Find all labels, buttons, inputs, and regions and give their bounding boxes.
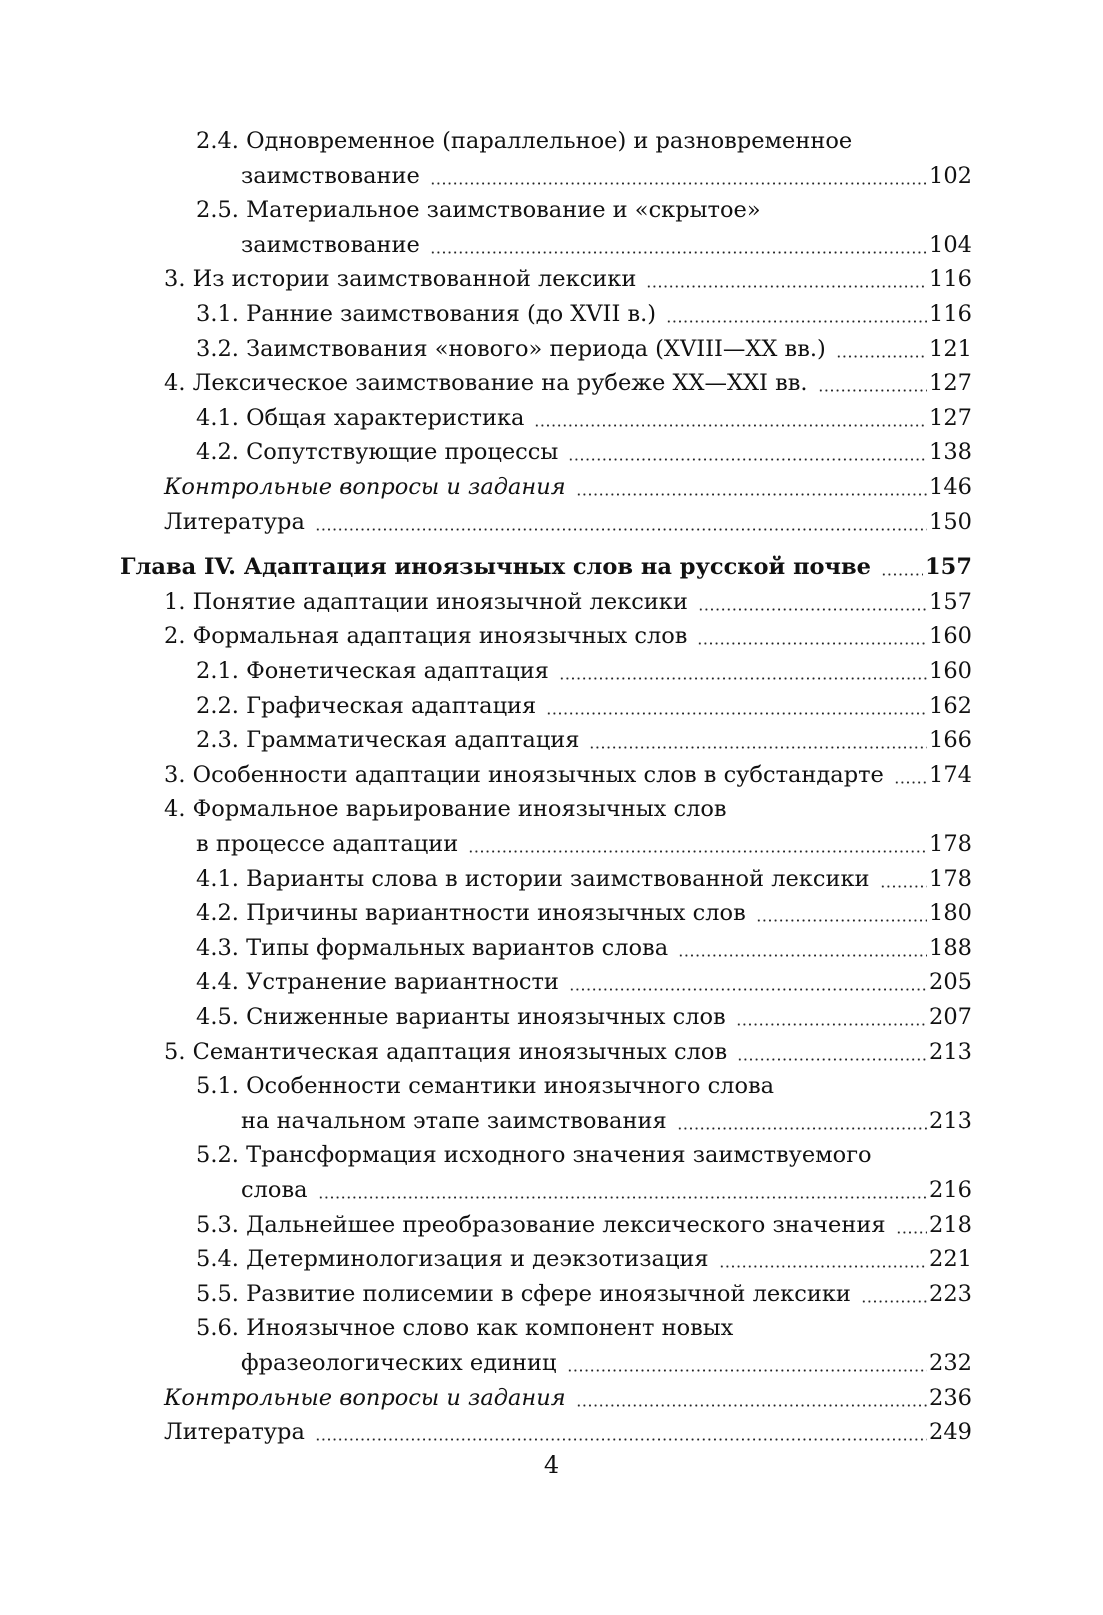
toc-entry-page: 146 xyxy=(929,474,972,500)
dot-leader xyxy=(880,862,928,896)
page-number: 4 xyxy=(543,1451,560,1479)
dot-leader xyxy=(576,470,927,504)
toc-entry-title: 4.5. Сниженные варианты иноязычных слов xyxy=(196,1004,726,1030)
toc-entry-page: 138 xyxy=(929,439,972,466)
toc-entry-title: 4.3. Типы формальных вариантов слова xyxy=(196,934,669,961)
toc-entry xyxy=(0,862,1103,897)
dot-leader xyxy=(430,159,927,193)
toc-entry xyxy=(0,931,1103,966)
toc-entry-title: 2.5. Материальное заимствование и «скрытое» xyxy=(196,197,761,224)
dot-leader xyxy=(861,1277,927,1311)
toc-entry-title-continued: фразеологических единиц xyxy=(241,1349,557,1376)
toc-entry-page: 150 xyxy=(929,508,972,535)
dot-leader xyxy=(589,723,927,757)
toc-entry-title-continued: заимствование xyxy=(241,162,420,189)
dot-leader xyxy=(836,332,927,366)
toc-entry xyxy=(0,297,1103,332)
toc-entry-title: 5.1. Особенности семантики иноязычного слова xyxy=(196,1073,775,1100)
toc-entry-page: 180 xyxy=(929,900,972,927)
dot-leader xyxy=(818,366,927,400)
toc-entry-title: 4.1. Варианты слова в истории заимствованной лексики xyxy=(196,865,870,892)
toc-entry xyxy=(0,585,1103,620)
toc-entry-page: 102 xyxy=(929,162,972,189)
toc-entry xyxy=(0,1415,1103,1450)
toc-entry-page: 127 xyxy=(929,404,972,431)
toc-entry-page: 232 xyxy=(929,1349,972,1376)
toc-entry-title-continued: слова xyxy=(241,1176,308,1203)
toc-entry-page: 205 xyxy=(929,969,972,996)
toc-entry-title: 4. Формальное варьирование иноязычных слов xyxy=(164,796,727,823)
dot-leader xyxy=(569,965,927,999)
toc-entry-title: 4.2. Причины вариантности иноязычных слов xyxy=(196,900,746,927)
toc-entry-page: 188 xyxy=(929,934,972,961)
toc-entry-page: 160 xyxy=(929,658,972,684)
toc-entry-page: 216 xyxy=(929,1176,972,1203)
toc-entry xyxy=(0,1069,1103,1138)
dot-leader xyxy=(698,585,927,619)
toc-entry-title: 4.4. Устранение вариантности xyxy=(196,969,559,996)
toc-entry-title: 1. Понятие адаптации иноязычной лексики xyxy=(164,588,688,615)
toc-entry-title: 4.1. Общая характеристика xyxy=(196,404,525,431)
toc-entry xyxy=(0,550,1103,585)
toc-entry xyxy=(0,1277,1103,1312)
toc-entry xyxy=(0,792,1103,861)
toc-entry-title: Литература xyxy=(164,1419,305,1446)
toc-entry-page: 213 xyxy=(929,1038,972,1065)
dot-leader xyxy=(719,1242,927,1276)
toc-entry-page: 213 xyxy=(929,1107,972,1134)
toc-entry-page: 178 xyxy=(929,830,972,857)
toc-entry-page: 157 xyxy=(929,588,972,615)
toc-entry xyxy=(0,689,1103,724)
dot-leader xyxy=(315,505,927,539)
toc-entry-page: 104 xyxy=(929,231,972,258)
toc-entry-page: 162 xyxy=(929,692,972,719)
toc-entry xyxy=(0,896,1103,931)
toc-entry xyxy=(0,1242,1103,1277)
toc-entry-title: 5. Семантическая адаптация иноязычных слов xyxy=(164,1038,728,1065)
toc-entry-title: 5.2. Трансформация исходного значения заимствуемого xyxy=(196,1142,872,1169)
toc-entry xyxy=(0,965,1103,1000)
toc-entry-title: 2.3. Грамматическая адаптация xyxy=(196,727,580,754)
toc-entry xyxy=(0,124,1103,193)
toc-entry-title: 2. Формальная адаптация иноязычных слов xyxy=(164,623,688,650)
toc-entry-page: 160 xyxy=(929,623,972,650)
toc-entry-page: 116 xyxy=(929,266,972,293)
toc-entry xyxy=(0,401,1103,436)
toc-entry-page: 218 xyxy=(929,1211,972,1238)
dot-leader xyxy=(315,1415,927,1449)
toc-entry-title: Контрольные вопросы и задания xyxy=(164,1384,566,1411)
toc-entry-page: 116 xyxy=(929,301,972,327)
dot-leader xyxy=(646,262,927,296)
toc-entry xyxy=(0,193,1103,262)
toc-entry-title: 4. Лексическое заимствование на рубеже XX—XXI вв. xyxy=(164,370,808,397)
dot-leader xyxy=(736,1000,927,1034)
toc-entry-page: 221 xyxy=(929,1246,972,1273)
toc-entry-page: 178 xyxy=(929,865,972,892)
toc-entry xyxy=(0,654,1103,689)
toc-entry-page: 157 xyxy=(925,554,972,581)
toc-entry xyxy=(0,505,1103,540)
dot-leader xyxy=(546,689,927,723)
dot-leader xyxy=(576,1381,927,1415)
toc-entry xyxy=(0,262,1103,297)
dot-leader xyxy=(697,619,927,653)
toc-entry xyxy=(0,1311,1103,1380)
dot-leader xyxy=(567,1346,928,1380)
toc-entry xyxy=(0,1381,1103,1416)
toc-entry-title: Глава IV. Адаптация иноязычных слов на русской почве xyxy=(120,554,871,581)
toc-entry-title: 5.5. Развитие полисемии в сфере иноязычной лексики xyxy=(196,1280,851,1307)
toc-entry-page: 166 xyxy=(929,727,972,754)
toc-entry-title: 4.2. Сопутствующие процессы xyxy=(196,439,559,466)
toc-entry-title: 5.6. Иноязычное слово как компонент новых xyxy=(196,1315,734,1342)
toc-entry-title: 5.4. Детерминологизация и деэкзотизация xyxy=(196,1246,709,1273)
toc-entry-title: Литература xyxy=(164,508,305,535)
toc-entry xyxy=(0,1035,1103,1070)
dot-leader xyxy=(677,1104,927,1138)
toc-entry-title: 2.1. Фонетическая адаптация xyxy=(196,658,549,684)
toc-entry-page: 174 xyxy=(929,761,972,788)
toc-entry-page: 207 xyxy=(929,1004,972,1030)
dot-leader xyxy=(559,654,927,688)
toc-entry-page: 249 xyxy=(929,1419,972,1446)
toc-entry xyxy=(0,366,1103,401)
toc-entry-title-continued: в процессе адаптации xyxy=(196,830,459,857)
toc-entry-title: 3.1. Ранние заимствования (до XVII в.) xyxy=(196,301,657,327)
toc-entry xyxy=(0,723,1103,758)
toc-entry-title: 3. Особенности адаптации иноязычных слов в субстандарте xyxy=(164,761,884,788)
toc-entry-title: 2.4. Одновременное (параллельное) и разновременное xyxy=(196,128,853,154)
toc-entry xyxy=(0,619,1103,654)
dot-leader xyxy=(881,550,923,584)
toc-entry-title-continued: на начальном этапе заимствования xyxy=(241,1107,667,1134)
toc-entry-page: 236 xyxy=(929,1384,972,1411)
dot-leader xyxy=(737,1035,927,1069)
dot-leader xyxy=(896,1208,928,1242)
dot-leader xyxy=(666,297,927,331)
toc-entry xyxy=(0,470,1103,505)
toc-entry xyxy=(0,758,1103,793)
toc-entry-title: 2.2. Графическая адаптация xyxy=(196,692,537,719)
dot-leader xyxy=(468,827,927,861)
dot-leader xyxy=(534,401,927,435)
toc-entry xyxy=(0,435,1103,470)
toc-entry-title: 3.2. Заимствования «нового» периода (XVIII—XX вв.) xyxy=(196,335,826,362)
toc-entry-page: 223 xyxy=(929,1280,972,1307)
toc-entry xyxy=(0,1000,1103,1035)
dot-leader xyxy=(568,435,927,469)
toc-entry-page: 127 xyxy=(929,370,972,397)
toc-entry-page: 121 xyxy=(929,335,972,362)
toc-entry-title: 5.3. Дальнейшее преобразование лексического значения xyxy=(196,1211,886,1238)
toc-entry xyxy=(0,1208,1103,1243)
dot-leader xyxy=(678,931,927,965)
dot-leader xyxy=(756,896,927,930)
toc-entry-title: 3. Из истории заимствованной лексики xyxy=(164,266,637,293)
toc-entry-title: Контрольные вопросы и задания xyxy=(164,474,566,500)
dot-leader xyxy=(894,758,927,792)
dot-leader xyxy=(318,1173,928,1207)
toc-entry xyxy=(0,1138,1103,1207)
dot-leader xyxy=(430,228,927,262)
toc-entry xyxy=(0,332,1103,367)
toc-entry-title-continued: заимствование xyxy=(241,231,420,258)
